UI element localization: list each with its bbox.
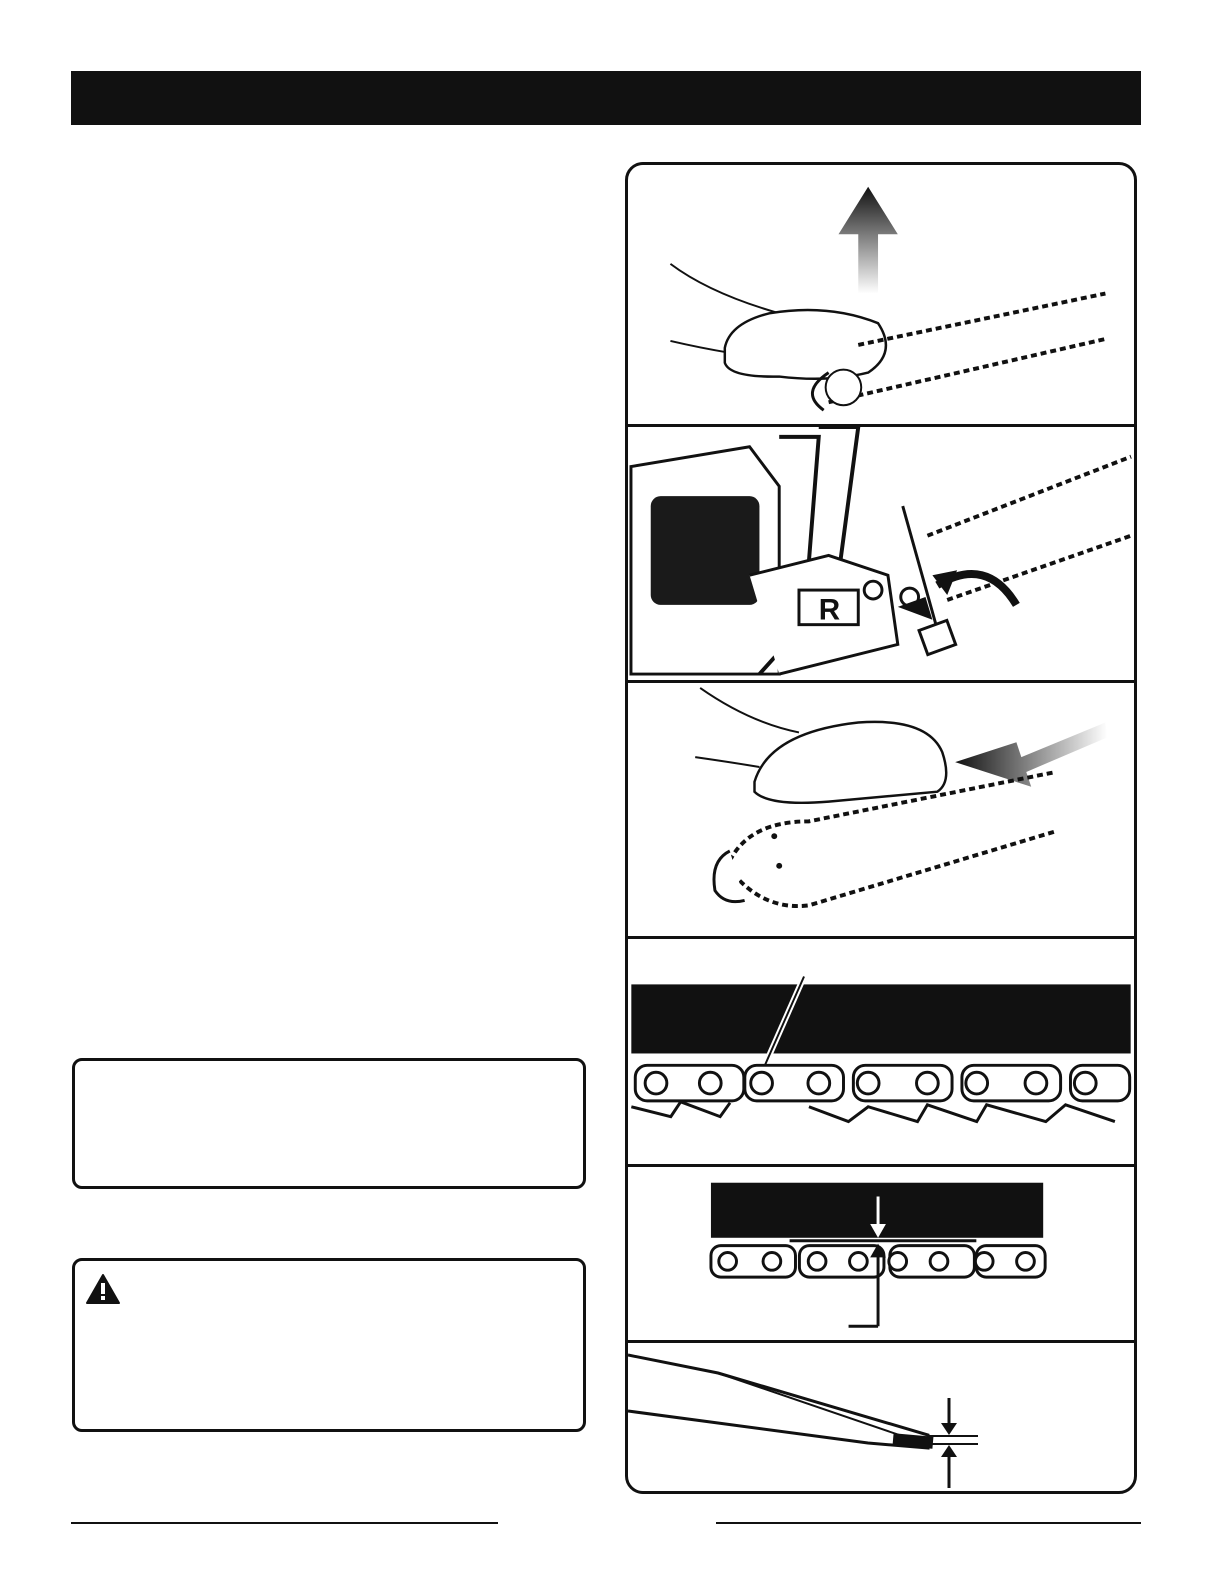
chain-rivets [645,1072,1096,1094]
warning-triangle-icon [85,1273,121,1305]
figure-panel-lift-chain [628,165,1134,427]
illustration-depth-gauge [628,1167,1134,1340]
figure-panel-file-gap [628,1343,1134,1494]
illustration-loosen-nuts [628,427,1134,680]
illustration-chain-side [628,939,1134,1164]
figure-panel-depth-gauge [628,1167,1134,1343]
figure-panel-loosen-nuts [628,427,1134,683]
footer-rule-left [71,1522,498,1524]
callout-band [631,984,1130,1053]
illustration-remove-bar [628,683,1134,936]
figure-panel-chain-side [628,939,1134,1167]
illustration-file-gap [628,1343,1134,1494]
up-arrow-icon [838,187,897,294]
figure-frame [625,162,1137,1494]
down-arrow-icon [941,1423,957,1435]
warning-box [72,1258,586,1432]
illustration-lift-chain [628,165,1134,424]
footer-rule-right [716,1522,1141,1524]
note-box [72,1058,586,1189]
svg-text:R: R [818,593,841,627]
figure-panel-remove-bar [628,683,1134,939]
up-arrow-icon [941,1445,957,1457]
section-header-bar [71,71,1141,125]
